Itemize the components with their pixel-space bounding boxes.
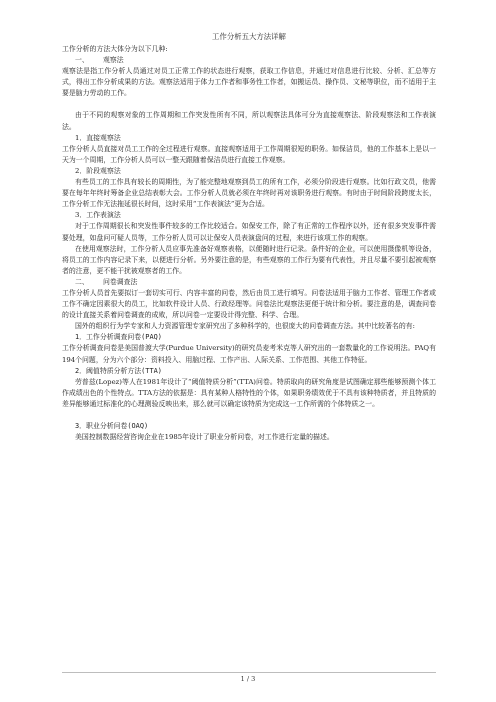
paragraph: 美国控制数据经营咨询企业在1985年设计了职业分析问卷，对工作进行定量的描述。 <box>75 433 334 442</box>
footer-divider <box>62 672 436 673</box>
paragraph: 劳普兹(Lopez)等人在1981年设计了“阈值特质分析”(TTA)问卷。特质取向的研究角度是试图确定那些能够预测个体工作成绩出色的个性特点。TTA方法的依据是：具有某种人格特性的个体，如果职务绩效优于不具有该种特质者，并且特质的差异能够通过标准化的心理测验反映出来，那么就可以确定该特质为完成这一工作所需的个体特质之一。 <box>62 377 436 408</box>
subheading-tta: 2．阈值特质分析方法(TTA) <box>75 366 162 375</box>
paragraph: 国外的组织行为学专家和人力资源管理专家研究出了多种科学的，也很庞大的问卷调查方法。其中比较著名的有: <box>75 322 415 331</box>
section-title: 观察法 <box>103 56 124 65</box>
page-total: 3 <box>251 675 256 683</box>
paragraph: 由于不同的观察对象的工作周期和工作突发性所有不同，所以观察法具体可分为直接观察法、阶段观察法和工作表演法。 <box>62 111 436 131</box>
paragraph-gap <box>62 99 436 110</box>
page-number: 1 <box>240 675 245 683</box>
intro-text: 工作分析的方法大体分为以下几种: <box>62 45 168 53</box>
paragraph: 有些员工的工作具有较长的周期性，为了能完整地观察到员工的所有工作，必须分阶段进行观察。比如行政文员，他需要在每年年终时筹备企业总结表彰大会。工作分析人员就必须在年终时再对该职务进行观察。有时由于时间阶段跨度太长，工作分析工作无法拖延很长时间，这时采用“工作表演法”更为合适。 <box>62 178 436 209</box>
paragraph: 工作分析人员首先要拟订一套切实可行、内容丰富的问卷，然后由员工进行填写。问卷法适用于脑力工作者、管理工作者或工作不确定因素很大的员工，比如软件设计人员、行政经理等。问卷法比观察法更便于统计和分析。要注意的是，调查问卷的设计直接关系着问卷调查的成败，所以问卷一定要设计得完整、科学、合理。 <box>62 288 436 320</box>
page-separator: / <box>246 675 250 683</box>
subheading-oaq: 3．职业分析问卷(OAQ) <box>75 422 149 430</box>
paragraph-gap <box>62 410 436 421</box>
page-footer <box>0 675 496 683</box>
section-title: 问卷调查法 <box>103 277 138 286</box>
subheading-direct-observation: 1．直接观察法 <box>75 133 121 142</box>
section-number: 一、 <box>75 56 89 65</box>
section-number: 二、 <box>75 277 89 286</box>
paragraph: 工作分析人员直接对员工工作的全过程进行观察。直接观察适用于工作周期很短的职务。如保洁员，他的工作基本上是以一天为一个周期，工作分析人员可以一整天跟随着保洁员进行直接工作观察。 <box>62 144 436 164</box>
document-body <box>62 32 436 443</box>
subheading-paq: 1．工作分析调查问卷(PAQ) <box>75 333 162 342</box>
paragraph: 在使用观察法时，工作分析人员应事先准备好观察表格，以便随时进行记录。条件好的企业，可以使用摄像机等设备，将员工的工作内容记录下来，以便进行分析。另外要注意的是，有些观察的工作行为要有代表性，并且尽量不要引起被观察者的注意，更不能干扰被观察者的工作。 <box>62 244 436 275</box>
subheading-work-performance: 3．工作表演法 <box>75 211 121 220</box>
paragraph: 工作分析调查问卷是美国普渡大学(Purdue University)的研究员麦考米克等人研究出的一套数量化的工作说明法。PAQ有194个问题，分为六个部分：资料投入、用脑过程、工作产出、人际关系、工作范围、其他工作特征。 <box>62 344 436 364</box>
paragraph: 对于工作周期很长和突发性事件较多的工作比较适合。如保安工作，除了有正常的工作程序以外，还有很多突发事件需要处理，如盘问可疑人员等，工作分析人员可以让保安人员表演盘问的过程，来进行该项工作的观察。 <box>62 222 436 242</box>
document-title: 工作分析五大方法详解 <box>212 32 286 41</box>
paragraph: 观察法是指工作分析人员通过对员工正常工作的状态进行观察，获取工作信息，并通过对信息进行比较、分析、汇总等方式，得出工作分析成果的方法。观察法适用于体力工作者和事务性工作者，如搬运员、操作员、文秘等职位，而不适用于主要是脑力劳动的工作。 <box>62 67 436 98</box>
section-heading-questionnaire <box>62 277 436 288</box>
subheading-stage-observation: 2．阶段观察法 <box>75 166 121 175</box>
section-heading-observation <box>62 55 436 66</box>
